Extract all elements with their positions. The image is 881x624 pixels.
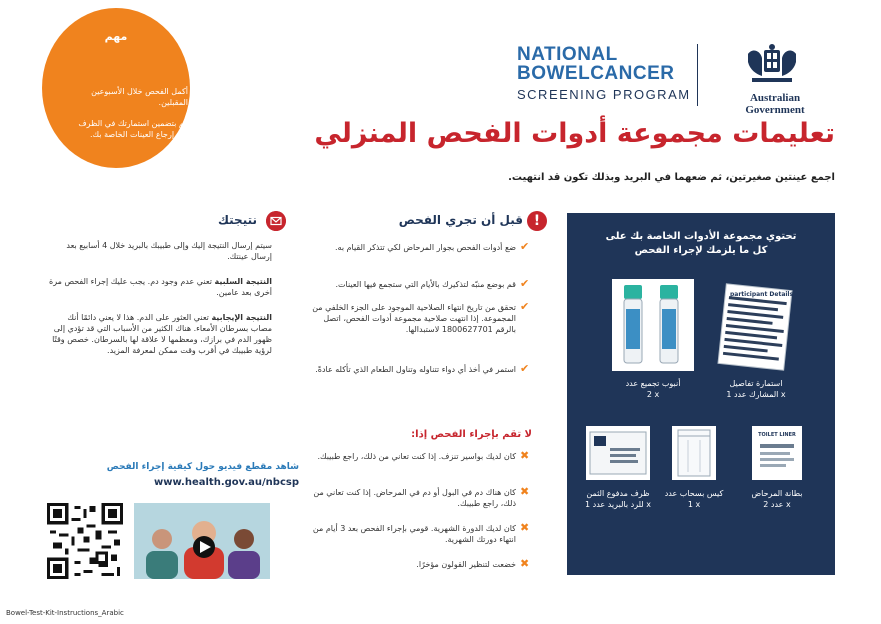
collection-tubes-card bbox=[612, 279, 694, 371]
video-title: شاهد مقطع فيديو حول كيفية إجراء الفحص bbox=[106, 462, 299, 472]
cross-icon: ✖ bbox=[520, 521, 530, 534]
results-p1: سيتم إرسال النتيجة إليك وإلى طبيبك بالبريد خلال 4 أسابيع بعد إرسال عينتك. bbox=[66, 241, 272, 261]
page-subtitle: اجمع عينتين صغيرتين، ثم ضعهما في البريد وبذلك تكون قد انتهيت. bbox=[508, 172, 835, 183]
tube-caption bbox=[612, 378, 694, 400]
negative-result-text: تعني عدم وجود دم. يجب عليك إجراء الفحص مرة أخرى بعد عامين. bbox=[49, 277, 272, 297]
video-url-link[interactable]: www.health.gov.au/nbcsp bbox=[153, 477, 299, 488]
before-item: استمر في أخذ أي دواء تتناوله وتناول الطعام الذي تأكله عادةً. bbox=[315, 365, 516, 374]
dont-item: كان هناك دم في البول أو دم في المرحاض. إذا كنت تعاني من ذلك، راجع طبيبك. bbox=[313, 488, 516, 508]
check-icon: ✔ bbox=[520, 300, 530, 313]
negative-result-label: النتيجة السلبية bbox=[214, 277, 272, 286]
checkbox-icon bbox=[194, 88, 202, 96]
kit-title-line1: تحتوي مجموعة الأدوات الخاصة بك على bbox=[605, 231, 797, 242]
coat-of-arms-icon bbox=[742, 44, 802, 88]
zip-bag-card bbox=[672, 426, 716, 480]
before-heading: قبل أن تجري الفحص bbox=[398, 213, 523, 227]
cross-icon: ✖ bbox=[520, 449, 530, 462]
check-icon: ✔ bbox=[520, 277, 530, 290]
important-item: قم بتضمين استمارتك في الظرف عند إرجاع العينات الخاصة بك. bbox=[78, 119, 188, 139]
zip-bag-caption: كيس بسحاب عدد 1 x bbox=[664, 489, 724, 509]
logo-divider bbox=[697, 44, 698, 106]
important-title: مهم bbox=[104, 30, 128, 43]
results-heading: نتيجتك bbox=[217, 213, 257, 227]
kit-panel-title bbox=[567, 230, 835, 258]
toilet-liner-label: TOILET LINER bbox=[758, 432, 796, 438]
cross-icon: ✖ bbox=[520, 557, 530, 570]
video-people-illustration bbox=[134, 503, 270, 579]
check-icon: ✔ bbox=[520, 362, 530, 375]
reply-envelope-card bbox=[586, 426, 650, 480]
tube-caption-line2: 2 x bbox=[646, 390, 660, 399]
checkbox-icon bbox=[194, 120, 202, 128]
dont-item: كان لديك الدورة الشهرية. قومي بإجراء الفحص بعد 3 أيام من انتهاء دورتك الشهرية. bbox=[312, 524, 516, 544]
dont-item: كان لديك بواسير تنزف. إذا كنت تعاني من ذلك، راجع طبيبك. bbox=[317, 452, 516, 461]
mail-icon bbox=[266, 211, 286, 231]
video-thumbnail[interactable] bbox=[134, 503, 270, 579]
before-item: ضع أدوات الفحص بجوار المرحاض لكي تتذكر القيام به. bbox=[335, 243, 516, 252]
zip-bag-icon bbox=[672, 426, 716, 480]
positive-result-text: تعني العثور على الدم. هذا لا يعني دائمًا أنك مصاب بسرطان الأمعاء. هناك الكثير من الأسباب التي قد تؤدي إلى ظهور الدم في برازك، ومعظمها لا علاقة لها بالسرطان. خصص وقتًا لرؤية طبيبك في أقرب وقت ممكن لمعرفة المزيد. bbox=[52, 313, 272, 355]
cross-icon: ✖ bbox=[520, 485, 530, 498]
toilet-liner-card bbox=[752, 426, 802, 480]
toilet-liner-caption: بطانة المرحاض عدد 2 x bbox=[751, 489, 803, 509]
participant-form-card bbox=[716, 283, 794, 371]
check-icon: ✔ bbox=[520, 240, 530, 253]
results-p2 bbox=[47, 276, 272, 298]
qr-code-icon[interactable] bbox=[47, 503, 123, 579]
logo-bowelcancer: BOWELCANCER bbox=[517, 63, 675, 84]
footer-filename: Bowel-Test-Kit-Instructions_Arabic bbox=[6, 609, 124, 617]
tube-caption-line1: أنبوب تجميع عدد bbox=[625, 379, 681, 388]
logo-screening-program: SCREENING PROGRAM bbox=[517, 87, 691, 102]
collection-tube-icon bbox=[612, 279, 694, 371]
alert-icon: ! bbox=[527, 211, 547, 231]
results-p3 bbox=[47, 312, 272, 356]
kit-title-line2: كل ما يلزمك لإجراء الفحص bbox=[634, 245, 768, 256]
important-item: أكمل الفحص خلال الأسبوعين المقبلين. bbox=[91, 87, 188, 107]
envelope-icon bbox=[586, 426, 650, 480]
dont-item: خضعت لتنظير القولون مؤخرًا. bbox=[416, 560, 516, 569]
form-label: participant Details bbox=[730, 291, 794, 298]
before-item: قم بوضع منبّه لتذكيرك بالأيام التي ستجمع فيها العينات. bbox=[335, 280, 516, 289]
page-title: تعليمات مجموعة أدوات الفحص المنزلي bbox=[314, 118, 835, 149]
australian-government-label: Australian Government bbox=[745, 92, 805, 116]
envelope-caption: ظرف مدفوع الثمن للرد بالبريد عدد 1 x bbox=[585, 489, 651, 509]
before-item: تحقق من تاريخ انتهاء الصلاحية الموجود على الجزء الخلفي من المجموعة. إذا انتهت صلاحية مجموعة أدوات الفحص، اتصل بالرقم 1800627701 لاستبدالها. bbox=[312, 303, 516, 334]
toilet-liner-icon bbox=[752, 440, 802, 480]
logo-national: NATIONAL bbox=[517, 44, 618, 65]
form-caption: استمارة تفاصيل المشارك عدد 1 x bbox=[726, 379, 786, 399]
positive-result-label: النتيجة الإيجابية bbox=[211, 313, 272, 322]
dont-heading: لا تقم بإجراء الفحص إذا: bbox=[411, 429, 532, 440]
